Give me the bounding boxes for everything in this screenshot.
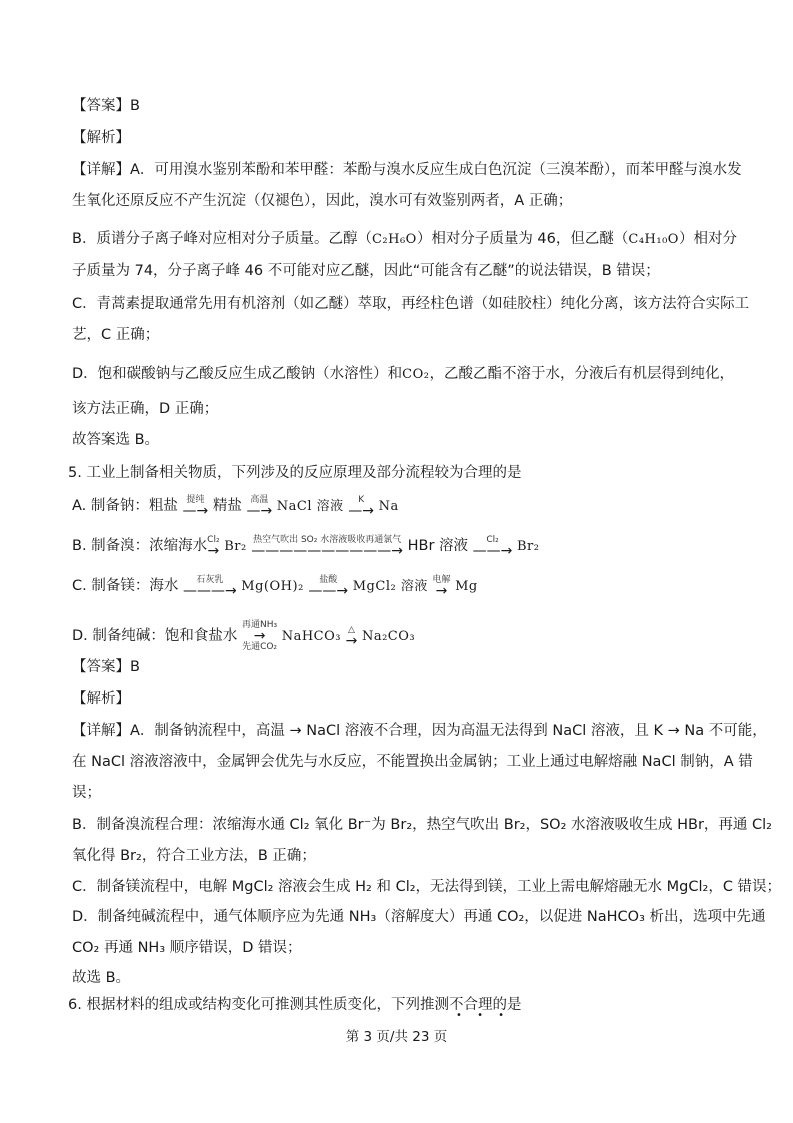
detail-d-line2: 该方法正确，D 正确； xyxy=(72,401,219,417)
detail-b-pre: B．质谱分子离子峰对应相对分子质量。乙醇（ xyxy=(72,231,372,247)
option-c-s3: Mg xyxy=(455,579,478,594)
arrow-b2: 热空气吹出 SO₂ 水溶液吸收再通氯气 ——————————→ xyxy=(251,535,404,559)
arrow-a1-cond: 提纯 xyxy=(186,495,205,505)
detail2-a-line1: 【详解】A．制备钠流程中，高温 → NaCl 溶液不合理，因为高温无法得到 NaCl 溶液，且 K → Na 不可能， xyxy=(72,723,767,739)
detail-a-line2: 生氧化还原反应不产生沉淀（仅褪色），因此，溴水可有效鉴别两者，A 正确； xyxy=(72,193,573,209)
analysis-label: 【解析】 xyxy=(72,130,130,146)
arrow-a3: K —→ xyxy=(348,495,375,519)
arrow-a2: 高温 —→ xyxy=(246,495,273,519)
detail2-a-line2: 在 NaCl 溶液溶液中，金属钾会优先与水反应，不能置换出金属钠；工业上通过电解熔融 NaCl 制钠，A 错 xyxy=(72,754,753,770)
arrow-a1: 提纯 —→ xyxy=(182,495,209,519)
q6-stem: 6. 根据材料的组成或结构变化可推测其性质变化，下列推测不合理的是 xyxy=(68,997,522,1013)
option-a-label: A. 制备钠：粗盐 xyxy=(72,498,178,514)
detail2-a-line3: 误； xyxy=(72,785,101,801)
detail-d-line1 xyxy=(72,364,734,385)
option-b-label: B. 制备溴：浓缩海水 xyxy=(72,538,208,554)
detail-c-line2: 艺，C 正确； xyxy=(72,327,160,343)
arrow-c1-cond: 石灰乳 xyxy=(196,575,224,585)
detail2-b-line1: B．制备溴流程合理：浓缩海水通 Cl₂ 氧化 Br⁻为 Br₂，热空气吹出 Br₂，SO₂ 水溶液吸收生成 HBr，再通 Cl₂ xyxy=(72,817,772,833)
arrow-b3: Cl₂ ——→ xyxy=(472,535,513,559)
option-a-s3: Na xyxy=(378,499,399,514)
option-a-s1: 精盐 xyxy=(212,498,242,514)
option-b-s1: Br₂ xyxy=(224,539,247,554)
answer-label-2: 【答案】B xyxy=(72,659,140,675)
q5-option-c xyxy=(72,575,478,597)
co2-formula: CO₂ xyxy=(402,367,430,382)
option-c-label: C. 制备镁：海水 xyxy=(72,578,179,594)
detail2-c-line1: C．制备镁流程中，电解 MgCl₂ 溶液会生成 H₂ 和 Cl₂，无法得到镁，工业上需电解熔融无水 MgCl₂，C 错误； xyxy=(72,879,782,895)
detail2-d-line1: D．制备纯碱流程中，通气体顺序应为先通 NH₃（溶解度大）再通 CO₂，以促进 NaHCO₃ 析出，选项中先通 xyxy=(72,909,766,925)
arrow-d1-cond-top: 再通NH₃ xyxy=(242,620,278,630)
arrow-d1-cond-bottom: 先通CO₂ xyxy=(242,642,278,652)
answer-label: 【答案】B xyxy=(72,98,140,114)
detail-b-post: ）相对分 xyxy=(678,231,737,247)
arrow-b2-cond: 热空气吹出 SO₂ 水溶液吸收再通氯气 xyxy=(253,535,402,545)
q5-option-d xyxy=(72,620,415,652)
option-d-s1: NaHCO₃ xyxy=(281,629,341,644)
arrow-d1: 再通NH₃ → 先通CO₂ xyxy=(242,620,278,652)
option-d-label: D. 制备纯碱：饱和食盐水 xyxy=(72,628,238,644)
ethanol-formula: C₂H₆O xyxy=(371,232,417,247)
arrow-b1: Cl₂ → xyxy=(207,535,220,559)
detail2-b-line2: 氧化得 Br₂，符合工业方法，B 正确； xyxy=(72,848,316,864)
arrow-b3-cond: Cl₂ xyxy=(486,535,499,545)
option-a-s2: NaCl 溶液 xyxy=(276,499,344,514)
block1-conclusion: 故答案选 B。 xyxy=(72,432,160,448)
arrow-a3-cond: K xyxy=(358,495,365,505)
detail-b-mid: ）相对分子质量为 46，但乙醚（ xyxy=(416,231,629,247)
option-b-s3: Br₂ xyxy=(517,539,540,554)
ether-formula: C₄H₁₀O xyxy=(628,232,679,247)
q5-option-b xyxy=(72,535,539,557)
detail-a-line1: 【详解】A．可用溴水鉴别苯酚和苯甲醛：苯酚与溴水反应生成白色沉淀（三溴苯酚），而苯甲醛与溴水发 xyxy=(72,162,742,178)
arrow-a2-cond: 高温 xyxy=(250,495,269,505)
option-c-s2: MgCl₂ 溶液 xyxy=(352,579,428,594)
emphasis-dots: • • • xyxy=(456,1010,511,1021)
block2-conclusion: 故选 B。 xyxy=(72,970,131,986)
detail-b-line2: 子质量为 74，分子离子峰 46 不可能对应乙醚，因此“可能含有乙醚”的说法错误，B 错误； xyxy=(72,263,660,279)
analysis-label-2: 【解析】 xyxy=(72,691,130,707)
detail-c-line1: C．青蒿素提取通常先用有机溶剂（如乙醚）萃取，再经柱色谱（如硅胶柱）纯化分离，该方法符合实际工 xyxy=(72,296,750,312)
arrow-c2: 盐酸 ——→ xyxy=(308,575,349,599)
arrow-d2-cond: △ xyxy=(348,625,355,635)
arrow-d2: △ → xyxy=(345,625,358,649)
q5-option-a xyxy=(72,495,399,517)
detail-b-line1 xyxy=(72,229,737,250)
detail2-d-line2: CO₂ 再通 NH₃ 顺序错误，D 错误； xyxy=(72,940,302,956)
page-number: 第 3 页/共 23 页 xyxy=(345,1029,448,1045)
arrow-c1: 石灰乳 ———→ xyxy=(182,575,237,599)
detail-d-pre: D．饱和碳酸钠与乙酸反应生成乙酸钠（水溶性）和 xyxy=(72,366,403,382)
arrow-b1-cond: Cl₂ xyxy=(207,535,220,545)
detail-d-post: ，乙酸乙酯不溶于水，分液后有机层得到纯化， xyxy=(429,366,734,382)
arrow-c3: 电解 → xyxy=(432,575,451,599)
option-d-s2: Na₂CO₃ xyxy=(361,629,416,644)
option-c-s1: Mg(OH)₂ xyxy=(241,579,304,594)
q5-stem: 5. 工业上制备相关物质，下列涉及的反应原理及部分流程较为合理的是 xyxy=(68,465,522,481)
arrow-c2-cond: 盐酸 xyxy=(319,575,338,585)
arrow-c3-cond: 电解 xyxy=(432,575,451,585)
option-b-s2: HBr 溶液 xyxy=(407,538,469,554)
